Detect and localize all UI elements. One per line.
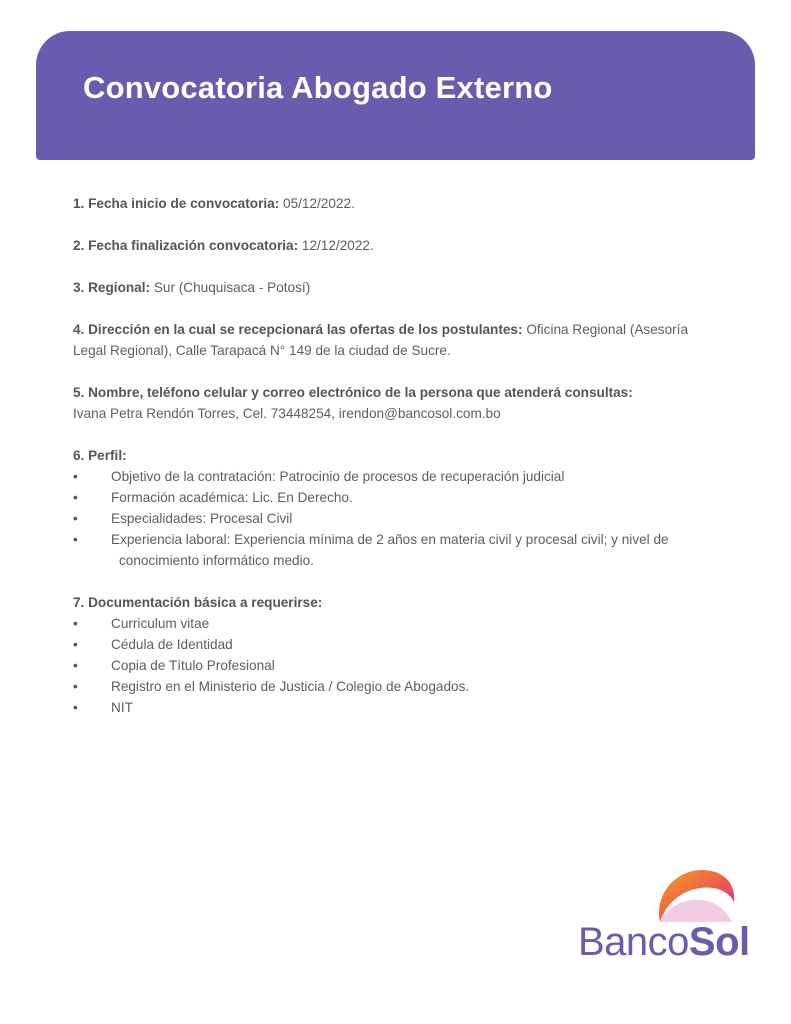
section-label: 3. Regional: [73,280,151,295]
perfil-list [73,466,713,571]
section-documentacion [73,592,713,718]
bancosol-logo [578,866,763,970]
list-item: • Especialidades: Procesal Civil [73,508,713,529]
list-item: • Objetivo de la contratación: Patrocinio de procesos de recuperación judicial [73,466,713,487]
section-label: 6. Perfil: [73,448,127,463]
section-contacto [73,382,713,424]
page-title: Convocatoria Abogado Externo [83,70,553,105]
section-perfil [73,445,713,571]
section-fecha-fin [73,235,713,256]
section-label: 2. Fecha finalización convocatoria: [73,238,299,253]
section-regional [73,277,713,298]
bullet-icon: • [73,679,78,694]
section-value: 05/12/2022. [283,196,355,211]
section-direccion [73,319,713,361]
section-label: 1. Fecha inicio de convocatoria: [73,196,280,211]
section-value: Oficina Regional (Asesoría Legal Regional), Calle Tarapacá N° 149 de la ciudad de Sucre. [73,322,689,358]
list-item: • Copia de Título Profesional [73,655,713,676]
list-item: • Registro en el Ministerio de Justicia / Colegio de Abogados. [73,676,713,697]
list-item: • Formación académica: Lic. En Derecho. [73,487,713,508]
bullet-icon: • [73,700,78,715]
section-label: 7. Documentación básica a requerirse: [73,595,323,610]
document-body [73,193,713,739]
bullet-icon: • [73,490,78,505]
list-item: • NIT [73,697,713,718]
section-value: 12/12/2022. [301,238,374,253]
list-item: • Cédula de Identidad [73,634,713,655]
bullet-icon: • [73,637,78,652]
section-value: Sur (Chuquisaca - Potosí) [153,280,311,295]
bullet-icon: • [73,511,78,526]
documentacion-list [73,613,713,718]
bullet-icon: • [73,532,78,547]
bullet-icon: • [73,469,78,484]
bullet-icon: • [73,616,78,631]
bullet-icon: • [73,658,78,673]
section-label: 5. Nombre, teléfono celular y correo electrónico de la persona que atenderá consultas: [73,385,633,400]
section-fecha-inicio [73,193,713,214]
contact-info: Ivana Petra Rendón Torres, Cel. 73448254, irendon@bancosol.com.bo [73,406,501,421]
header-banner [36,31,755,160]
section-label: 4. Dirección en la cual se recepcionará las ofertas de los postulantes: [73,322,523,337]
list-item: • Curriculum vitae [73,613,713,634]
list-item: • Experiencia laboral: Experiencia mínima de 2 años en materia civil y procesal civil; y nivel de conocimiento informático medio. [73,529,713,571]
logo-wordmark: BancoSol [578,920,750,964]
